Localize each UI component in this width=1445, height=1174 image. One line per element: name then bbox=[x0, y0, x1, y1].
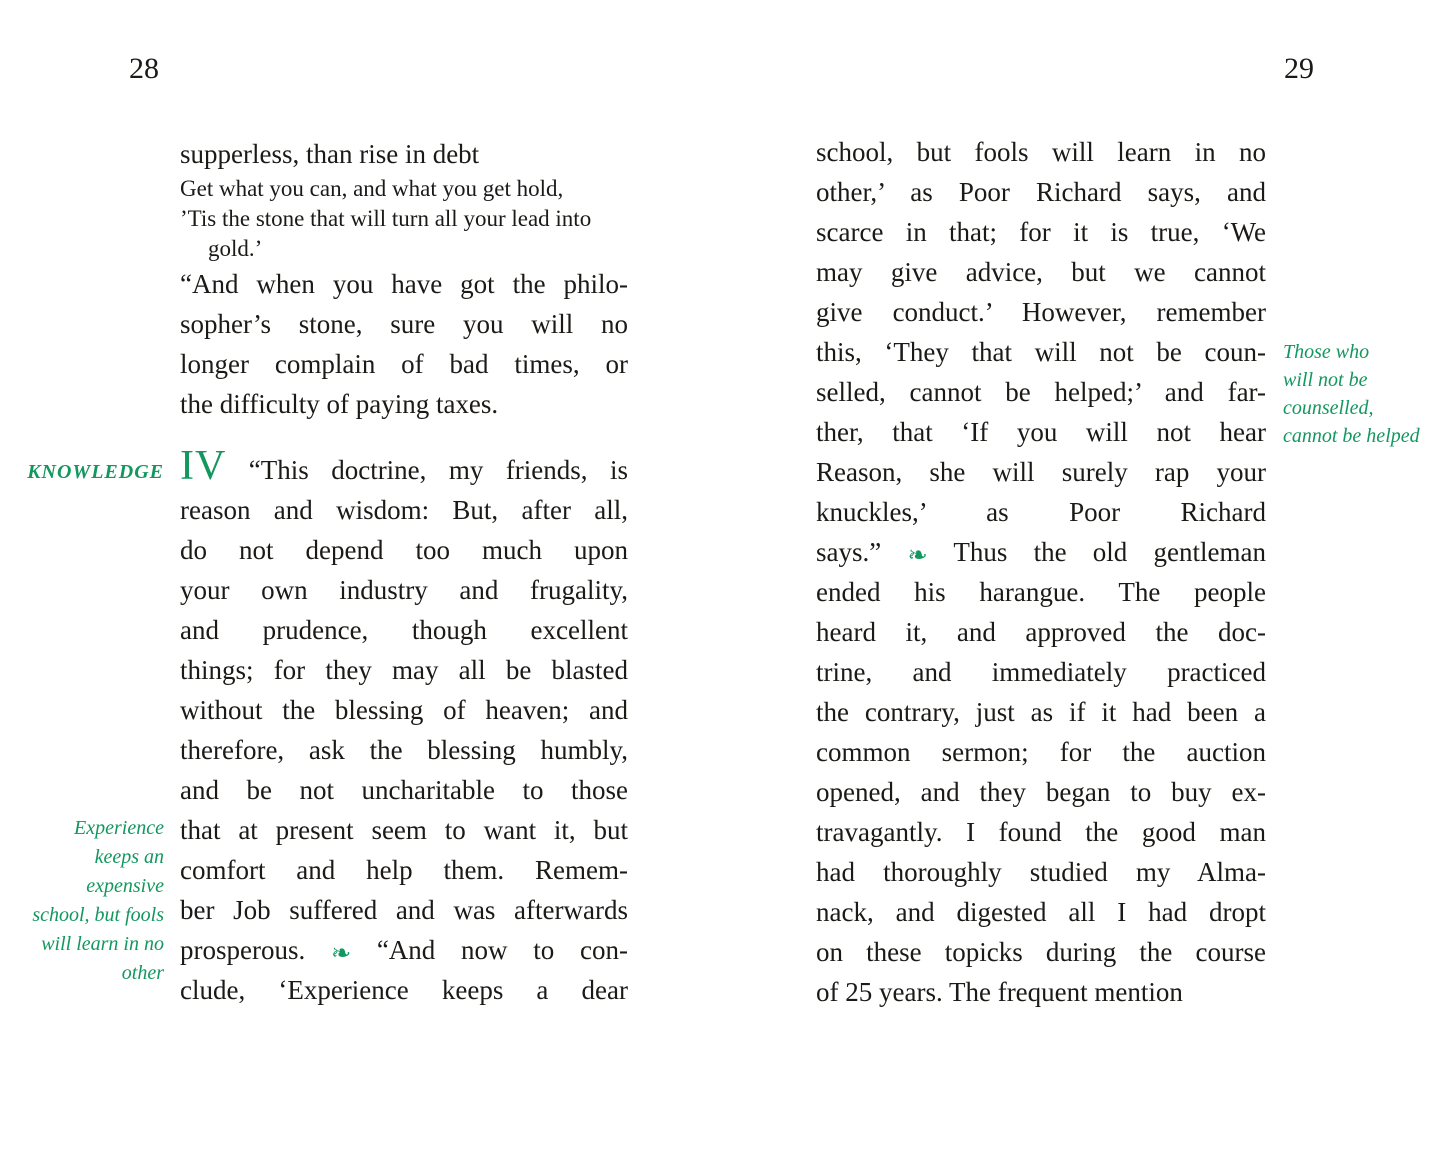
text-column-right bbox=[816, 132, 1266, 1012]
text-line: IV “This doctrine, my friends, is bbox=[180, 443, 628, 489]
text-line: may give advice, but we cannot bbox=[816, 257, 1266, 287]
margin-note-line: other bbox=[121, 962, 164, 984]
text-line: and prudence, though excellent bbox=[180, 615, 628, 645]
margin-note-line: expensive bbox=[86, 875, 164, 897]
text-line: selled, cannot be helped;’ and far- bbox=[816, 377, 1266, 407]
text-line: do not depend too much upon bbox=[180, 535, 628, 565]
text-line: ther, that ‘If you will not hear bbox=[816, 417, 1266, 447]
text-line: give conduct.’ However, remember bbox=[816, 297, 1266, 327]
text-line: ber Job suffered and was afterwards bbox=[180, 895, 628, 925]
margin-note-line: cannot be helped bbox=[1283, 425, 1420, 447]
text-line: other,’ as Poor Richard says, and bbox=[816, 177, 1266, 207]
page-number-right: 29 bbox=[1284, 52, 1314, 85]
text-line: school, but fools will learn in no bbox=[816, 137, 1266, 167]
text-column-left bbox=[180, 134, 628, 1010]
text-line: supperless, than rise in debt bbox=[180, 139, 480, 169]
text-line: Reason, she will surely rap your bbox=[816, 457, 1266, 487]
text-line: heard it, and approved the doc- bbox=[816, 617, 1266, 647]
text-line: gold.’ bbox=[208, 236, 263, 261]
text-line: had thoroughly studied my Alma- bbox=[816, 857, 1266, 887]
margin-heading-knowledge: KNOWLEDGE bbox=[27, 461, 164, 483]
hedera-leaf-icon: ❧ bbox=[330, 939, 352, 967]
text-line: without the blessing of heaven; and bbox=[180, 695, 628, 725]
margin-note-line: school, but fools bbox=[32, 904, 164, 926]
text-line: nack, and digested all I had dropt bbox=[816, 897, 1266, 927]
text-line: clude, ‘Experience keeps a dear bbox=[180, 975, 628, 1005]
text-line: the contrary, just as if it had been a bbox=[816, 697, 1266, 727]
margin-note-line: Those who bbox=[1283, 341, 1370, 363]
text-line: on these topicks during the course bbox=[816, 937, 1266, 967]
text-line: ended his harangue. The people bbox=[816, 577, 1266, 607]
text-line: travagantly. I found the good man bbox=[816, 817, 1266, 847]
margin-note-counselled bbox=[1283, 338, 1433, 450]
text-line: of 25 years. The frequent mention bbox=[816, 977, 1183, 1007]
text-line: trine, and immediately practiced bbox=[816, 657, 1266, 687]
text-line: Get what you can, and what you get hold, bbox=[180, 176, 564, 201]
text-line: prosperous. ❧ “And now to con- bbox=[180, 935, 628, 967]
text-line: and be not uncharitable to those bbox=[180, 775, 628, 805]
margin-note-line: keeps an bbox=[94, 846, 164, 868]
text-line: opened, and they began to buy ex- bbox=[816, 777, 1266, 807]
text-line: scarce in that; for it is true, ‘We bbox=[816, 217, 1266, 247]
text-line: common sermon; for the auction bbox=[816, 737, 1266, 767]
margin-note-line: counselled, bbox=[1283, 397, 1374, 419]
page-number-left: 28 bbox=[129, 52, 159, 85]
hedera-leaf-icon: ❧ bbox=[907, 541, 928, 569]
margin-note-line: will learn in no bbox=[41, 933, 164, 955]
text-line: this, ‘They that will not be coun- bbox=[816, 337, 1266, 367]
section-numeral: IV bbox=[180, 443, 227, 489]
text-line: “And when you have got the philo- bbox=[180, 269, 628, 299]
margin-note-line: Experience bbox=[74, 817, 164, 839]
text-line: comfort and help them. Remem- bbox=[180, 855, 628, 885]
text-line: sopher’s stone, sure you will no bbox=[180, 309, 628, 339]
text-line: the difficulty of paying taxes. bbox=[180, 389, 499, 419]
margin-note-experience bbox=[8, 814, 164, 988]
text-line: reason and wisdom: But, after all, bbox=[180, 495, 628, 525]
text-line: things; for they may all be blasted bbox=[180, 655, 628, 685]
text-line: that at present seem to want it, but bbox=[180, 815, 628, 845]
text-line: ’Tis the stone that will turn all your lead into bbox=[180, 206, 592, 231]
text-line: says.” ❧ Thus the old gentleman bbox=[816, 537, 1266, 569]
text-line: knuckles,’ as Poor Richard bbox=[816, 497, 1266, 527]
text-line: longer complain of bad times, or bbox=[180, 349, 628, 379]
text-line: therefore, ask the blessing humbly, bbox=[180, 735, 628, 765]
margin-note-line: will not be bbox=[1283, 369, 1368, 391]
text-line: your own industry and frugality, bbox=[180, 575, 628, 605]
